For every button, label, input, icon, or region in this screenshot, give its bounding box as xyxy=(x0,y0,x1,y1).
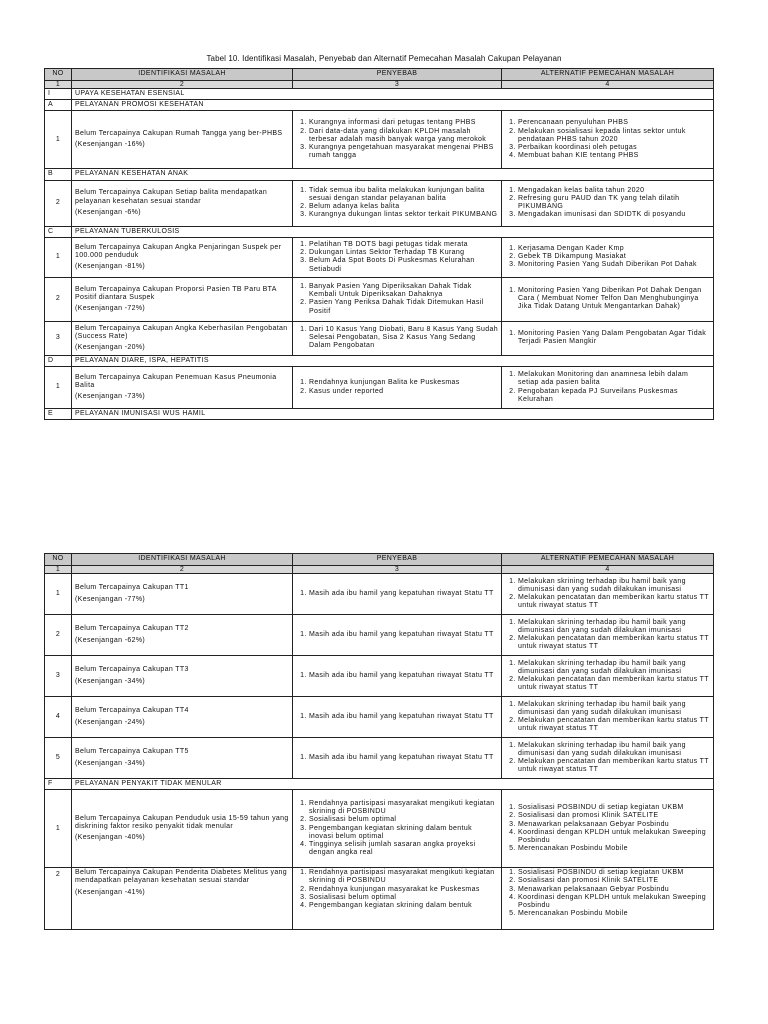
penyebab-cell xyxy=(293,697,502,738)
masalah-text: Belum Tercapainya Cakupan TT2 xyxy=(75,625,189,633)
section-no: F xyxy=(45,779,72,790)
problem-table-1 xyxy=(44,68,714,420)
penyebab-list xyxy=(296,869,498,910)
kesenjangan-text: (Kesenjangan -6%) xyxy=(75,208,141,216)
alternatif-cell xyxy=(502,180,714,226)
kesenjangan-text: (Kesenjangan -72%) xyxy=(75,304,146,312)
row-no: 1 xyxy=(45,790,72,868)
penyebab-cell xyxy=(293,615,502,656)
alternatif-item: 1. Melakukan Monitoring dan anamnesa lebih dalam setiap ada pasien balita xyxy=(518,371,710,387)
alternatif-item: 1. Mengadakan kelas balita tahun 2020 xyxy=(518,187,710,195)
colnum-4: 4 xyxy=(502,81,714,89)
alternatif-cell xyxy=(502,738,714,779)
penyebab-item: 1. Pelatihan TB DOTS bagi petugas tidak merata xyxy=(309,241,498,249)
table-row xyxy=(45,277,714,321)
row-no: 1 xyxy=(45,367,72,409)
penyebab-item: 2. Belum adanya kelas balita xyxy=(309,203,498,211)
masalah-cell xyxy=(72,697,293,738)
penyebab-cell xyxy=(293,574,502,615)
section-label: PELAYANAN IMUNISASI WUS HAMIL xyxy=(72,409,714,420)
header-penyebab: PENYEBAB xyxy=(293,69,502,81)
masalah-text: Belum Tercapainya Cakupan TT5 xyxy=(75,748,189,756)
alternatif-cell xyxy=(502,656,714,697)
table-row xyxy=(45,868,714,930)
table-row xyxy=(45,321,714,355)
penyebab-list xyxy=(296,241,498,274)
colnum-3: 3 xyxy=(293,566,502,574)
masalah-cell xyxy=(72,321,293,355)
alternatif-item: 2. Refresing guru PAUD dan TK yang telah dilatih PIKUMBANG xyxy=(518,195,710,211)
colnum-2: 2 xyxy=(72,566,293,574)
table-row xyxy=(45,111,714,169)
penyebab-cell xyxy=(293,321,502,355)
penyebab-cell xyxy=(293,277,502,321)
alternatif-item: 3. Menawarkan pelaksanaan Gebyar Posbindu xyxy=(518,886,710,894)
penyebab-item: 2. Dari data-data yang dilakukan KPLDH masalah terbesar adalah masih banyak warga yang merokok xyxy=(309,128,498,144)
penyebab-cell xyxy=(293,237,502,277)
alternatif-list xyxy=(505,371,710,404)
penyebab-item: 1. Dari 10 Kasus Yang Diobati, Baru 8 Kasus Yang Sudah Selesai Pengobatan, Sisa 2 Kasus Yang Sedang Dalam Pengobatan xyxy=(309,326,498,351)
alternatif-cell xyxy=(502,277,714,321)
masalah-text: Belum Tercapainya Cakupan Angka Keberhasilan Pengobatan (Success Rate) xyxy=(75,324,288,340)
alternatif-item: 2. Melakukan pencatatan dan memberikan kartu status TT untuk riwayat status TT xyxy=(518,594,710,610)
penyebab-cell xyxy=(293,790,502,868)
header-alternatif: ALTERNATIF PEMECAHAN MASALAH xyxy=(502,69,714,81)
penyebab-item: 1. Masih ada ibu hamil yang kepatuhan riwayat Statu TT xyxy=(309,754,498,762)
penyebab-list xyxy=(296,283,498,316)
colnum-3: 3 xyxy=(293,81,502,89)
section-row xyxy=(45,169,714,180)
kesenjangan-text: (Kesenjangan -34%) xyxy=(75,677,146,685)
alternatif-item: 1. Sosialisasi POSBINDU di setiap kegiatan UKBM xyxy=(518,804,710,812)
masalah-cell xyxy=(72,790,293,868)
penyebab-item: 1. Masih ada ibu hamil yang kepatuhan riwayat Statu TT xyxy=(309,713,498,721)
penyebab-item: 3. Kurangnya pengetahuan masyarakat mengenai PHBS rumah tangga xyxy=(309,144,498,160)
alternatif-list xyxy=(505,869,710,918)
penyebab-list xyxy=(296,713,498,721)
penyebab-list xyxy=(296,379,498,395)
section-label: PELAYANAN PENYAKIT TIDAK MENULAR xyxy=(72,779,714,790)
section-no: B xyxy=(45,169,72,180)
alternatif-cell xyxy=(502,367,714,409)
header-penyebab: PENYEBAB xyxy=(293,554,502,566)
masalah-cell xyxy=(72,615,293,656)
alternatif-list xyxy=(505,660,710,693)
alternatif-item: 1. Melakukan skrining terhadap ibu hamil baik yang dimunisasi dan yang sudah dilakukan imunisasi xyxy=(518,701,710,717)
penyebab-list xyxy=(296,590,498,598)
penyebab-list xyxy=(296,631,498,639)
table-row xyxy=(45,180,714,226)
section-no: D xyxy=(45,355,72,366)
penyebab-list xyxy=(296,187,498,220)
alternatif-list xyxy=(505,330,710,346)
penyebab-item: 1. Masih ada ibu hamil yang kepatuhan riwayat Statu TT xyxy=(309,590,498,598)
column-number-row xyxy=(45,566,714,574)
penyebab-item: 2. Sosialisasi belum optimal xyxy=(309,816,498,824)
alternatif-item: 1. Monitoring Pasien Yang Dalam Pengobatan Agar Tidak Terjadi Pasien Mangkir xyxy=(518,330,710,346)
table-row xyxy=(45,574,714,615)
alternatif-item: 3. Mengadakan imunisasi dan SDIDTK di posyandu xyxy=(518,211,710,219)
alternatif-cell xyxy=(502,237,714,277)
section-row xyxy=(45,779,714,790)
alternatif-item: 3. Menawarkan pelaksanaan Gebyar Posbindu xyxy=(518,821,710,829)
penyebab-item: 3. Kurangnya dukungan lintas sektor terkait PIKUMBANG xyxy=(309,211,498,219)
alternatif-list xyxy=(505,287,710,312)
masalah-text: Belum Tercapainya Cakupan Setiap balita mendapatkan pelayanan kesehatan sesuai standar xyxy=(75,189,268,205)
problem-table-2 xyxy=(44,553,714,930)
alternatif-cell xyxy=(502,574,714,615)
alternatif-item: 2. Gebek TB Dikampung Masiakat xyxy=(518,253,710,261)
penyebab-item: 1. Masih ada ibu hamil yang kepatuhan riwayat Statu TT xyxy=(309,672,498,680)
section-row xyxy=(45,226,714,237)
section-label: PELAYANAN TUBERKULOSIS xyxy=(72,226,714,237)
section-no: C xyxy=(45,226,72,237)
alternatif-item: 2. Melakukan pencatatan dan memberikan kartu status TT untuk riwayat status TT xyxy=(518,758,710,774)
masalah-cell xyxy=(72,237,293,277)
kesenjangan-text: (Kesenjangan -73%) xyxy=(75,393,146,401)
penyebab-cell xyxy=(293,738,502,779)
penyebab-item: 1. Kurangnya informasi dari petugas tentang PHBS xyxy=(309,119,498,127)
alternatif-item: 4. Koordinasi dengan KPLDH untuk melakukan Sweeping Posbindu xyxy=(518,829,710,845)
colnum-4: 4 xyxy=(502,566,714,574)
alternatif-item: 2. Sosialisasi dan promosi Klinik SATELITE xyxy=(518,877,710,885)
penyebab-item: 2. Dukungan Lintas Sektor Terhadap TB Kurang xyxy=(309,249,498,257)
masalah-text: Belum Tercapainya Cakupan TT1 xyxy=(75,584,189,592)
penyebab-item: 2. Pasien Yang Periksa Dahak Tidak Ditemukan Hasil Positif xyxy=(309,299,498,315)
header-row xyxy=(45,69,714,81)
alternatif-item: 2. Pengobatan kepada PJ Surveilans Puskesmas Kelurahan xyxy=(518,388,710,404)
penyebab-item: 1. Tidak semua ibu balita melakukan kunjungan balita sesuai dengan standar pelayanan balita xyxy=(309,187,498,203)
section-no: A xyxy=(45,100,72,111)
penyebab-list xyxy=(296,672,498,680)
alternatif-list xyxy=(505,245,710,270)
row-no: 5 xyxy=(45,738,72,779)
kesenjangan-text: (Kesenjangan -81%) xyxy=(75,262,146,270)
alternatif-item: 1. Melakukan skrining terhadap ibu hamil baik yang dimunisasi dan yang sudah dilakukan imunisasi xyxy=(518,619,710,635)
masalah-cell xyxy=(72,180,293,226)
alternatif-list xyxy=(505,187,710,220)
masalah-text: Belum Tercapainya Cakupan Rumah Tangga yang ber-PHBS xyxy=(75,130,283,138)
table-row xyxy=(45,367,714,409)
alternatif-item: 1. Melakukan skrining terhadap ibu hamil baik yang dimunisasi dan yang sudah dilakukan imunisasi xyxy=(518,578,710,594)
section-no: I xyxy=(45,89,72,100)
row-no: 4 xyxy=(45,697,72,738)
colnum-1: 1 xyxy=(45,81,72,89)
alternatif-item: 3. Monitoring Pasien Yang Sudah Diberikan Pot Dahak xyxy=(518,261,710,269)
alternatif-item: 1. Sosialisasi POSBINDU di setiap kegiatan UKBM xyxy=(518,869,710,877)
masalah-cell xyxy=(72,738,293,779)
alternatif-item: 1. Melakukan skrining terhadap ibu hamil baik yang dimunisasi dan yang sudah dilakukan imunisasi xyxy=(518,742,710,758)
masalah-text: Belum Tercapainya Cakupan Angka Penjaringan Suspek per 100.000 penduduk xyxy=(75,243,282,259)
alternatif-item: 2. Melakukan pencatatan dan memberikan kartu status TT untuk riwayat status TT xyxy=(518,676,710,692)
section-label: PELAYANAN DIARE, ISPA, HEPATITIS xyxy=(72,355,714,366)
table-row xyxy=(45,237,714,277)
penyebab-item: 1. Masih ada ibu hamil yang kepatuhan riwayat Statu TT xyxy=(309,631,498,639)
section-label: PELAYANAN KESEHATAN ANAK xyxy=(72,169,714,180)
section-label: UPAYA KESEHATAN ESENSIAL xyxy=(72,89,714,100)
penyebab-cell xyxy=(293,656,502,697)
masalah-text: Belum Tercapainya Cakupan TT4 xyxy=(75,707,189,715)
table-row xyxy=(45,615,714,656)
header-row xyxy=(45,554,714,566)
alternatif-item: 1. Kerjasama Dengan Kader Kmp xyxy=(518,245,710,253)
penyebab-item: 2. Kasus under reported xyxy=(309,388,498,396)
masalah-cell xyxy=(72,367,293,409)
alternatif-item: 4. Membuat bahan KIE tentang PHBS xyxy=(518,152,710,160)
header-identifikasi: IDENTIFIKASI MASALAH xyxy=(72,69,293,81)
alternatif-cell xyxy=(502,111,714,169)
row-no: 2 xyxy=(45,868,72,930)
penyebab-item: 3. Sosialisasi belum optimal xyxy=(309,894,498,902)
penyebab-list xyxy=(296,800,498,857)
header-alternatif: ALTERNATIF PEMECAHAN MASALAH xyxy=(502,554,714,566)
row-no: 3 xyxy=(45,321,72,355)
row-no: 1 xyxy=(45,111,72,169)
alternatif-cell xyxy=(502,697,714,738)
masalah-text: Belum Tercapainya Cakupan Proporsi Pasien TB Paru BTA Positif diantara Suspek xyxy=(75,285,277,301)
kesenjangan-text: (Kesenjangan -34%) xyxy=(75,759,146,767)
alternatif-cell xyxy=(502,868,714,930)
row-no: 2 xyxy=(45,615,72,656)
alternatif-cell xyxy=(502,790,714,868)
kesenjangan-text: (Kesenjangan -40%) xyxy=(75,834,146,842)
alternatif-item: 4. Koordinasi dengan KPLDH untuk melakukan Sweeping Posbindu xyxy=(518,894,710,910)
row-no: 2 xyxy=(45,180,72,226)
masalah-text: Belum Tercapainya Cakupan Penderita Diabetes Melitus yang mendapatkan pelayanan kesehatan sesuai standar xyxy=(75,869,288,885)
alternatif-list xyxy=(505,578,710,611)
row-no: 3 xyxy=(45,656,72,697)
penyebab-item: 4. Tingginya selisih jumlah sasaran angka proyeksi dengan angka real xyxy=(309,841,498,857)
masalah-text: Belum Tercapainya Cakupan TT3 xyxy=(75,666,189,674)
section-row xyxy=(45,409,714,420)
header-no: NO xyxy=(45,554,72,566)
penyebab-cell xyxy=(293,868,502,930)
alternatif-item: 2. Sosialisasi dan promosi Klinik SATELITE xyxy=(518,812,710,820)
masalah-cell xyxy=(72,656,293,697)
alternatif-item: 2. Melakukan pencatatan dan memberikan kartu status TT untuk riwayat status TT xyxy=(518,717,710,733)
penyebab-item: 3. Belum Ada Spot Boots Di Puskesmas Kelurahan Setiabudi xyxy=(309,257,498,273)
alternatif-item: 3. Perbaikan koordinasi oleh petugas xyxy=(518,144,710,152)
penyebab-list xyxy=(296,754,498,762)
alternatif-list xyxy=(505,619,710,652)
alternatif-item: 5. Merencanakan Posbindu Mobile xyxy=(518,845,710,853)
penyebab-item: 3. Pengembangan kegiatan skrining dalam bentuk inovasi belum optimal xyxy=(309,825,498,841)
penyebab-item: 4. Pengembangan kegiatan skrining dalam bentuk xyxy=(309,902,498,910)
alternatif-list xyxy=(505,804,710,853)
table-row xyxy=(45,656,714,697)
header-identifikasi: IDENTIFIKASI MASALAH xyxy=(72,554,293,566)
kesenjangan-text: (Kesenjangan -77%) xyxy=(75,595,146,603)
penyebab-item: 1. Banyak Pasien Yang Diperiksakan Dahak Tidak Kembali Untuk Diperiksakan Dahaknya xyxy=(309,283,498,299)
section-row xyxy=(45,355,714,366)
penyebab-item: 2. Rendahnya kunjungan masyarakat ke Puskesmas xyxy=(309,886,498,894)
masalah-cell xyxy=(72,277,293,321)
row-no: 2 xyxy=(45,277,72,321)
alternatif-item: 1. Perencanaan penyuluhan PHBS xyxy=(518,119,710,127)
masalah-text: Belum Tercapainya Cakupan Penduduk usia 15-59 tahun yang diskrining faktor resiko penyakit tidak menular xyxy=(75,814,289,831)
column-number-row xyxy=(45,81,714,89)
penyebab-list xyxy=(296,119,498,160)
penyebab-list xyxy=(296,326,498,351)
penyebab-item: 1. Rendahnya partisipasi masyarakat mengikuti kegiatan skrining di POSBINDU xyxy=(309,869,498,885)
row-no: 1 xyxy=(45,237,72,277)
penyebab-item: 1. Rendahnya kunjungan Balita ke Puskesmas xyxy=(309,379,498,387)
penyebab-cell xyxy=(293,111,502,169)
alternatif-cell xyxy=(502,321,714,355)
masalah-cell xyxy=(72,111,293,169)
alternatif-item: 2. Melakukan pencatatan dan memberikan kartu status TT untuk riwayat status TT xyxy=(518,635,710,651)
alternatif-item: 5. Merencanakan Posbindu Mobile xyxy=(518,910,710,918)
row-no: 1 xyxy=(45,574,72,615)
alternatif-list xyxy=(505,119,710,160)
table-row xyxy=(45,697,714,738)
masalah-cell xyxy=(72,574,293,615)
colnum-2: 2 xyxy=(72,81,293,89)
penyebab-item: 1. Rendahnya partisipasi masyarakat mengikuti kegiatan skrining di POSBINDU xyxy=(309,800,498,816)
alternatif-cell xyxy=(502,615,714,656)
kesenjangan-text: (Kesenjangan -62%) xyxy=(75,636,146,644)
table-row xyxy=(45,738,714,779)
penyebab-cell xyxy=(293,180,502,226)
kesenjangan-text: (Kesenjangan -41%) xyxy=(75,888,146,896)
alternatif-item: 1. Melakukan skrining terhadap ibu hamil baik yang dimunisasi dan yang sudah dilakukan imunisasi xyxy=(518,660,710,676)
kesenjangan-text: (Kesenjangan -24%) xyxy=(75,718,146,726)
section-row xyxy=(45,100,714,111)
kesenjangan-text: (Kesenjangan -20%) xyxy=(75,343,146,351)
alternatif-item: 2. Melakukan sosialisasi kepada lintas sektor untuk pendataan PHBS tahun 2020 xyxy=(518,128,710,144)
kesenjangan-text: (Kesenjangan -16%) xyxy=(75,141,146,149)
section-row xyxy=(45,89,714,100)
alternatif-list xyxy=(505,742,710,775)
penyebab-cell xyxy=(293,367,502,409)
header-no: NO xyxy=(45,69,72,81)
masalah-text: Belum Tercapainya Cakupan Penemuan Kasus Pneumonia Balita xyxy=(75,373,277,389)
alternatif-list xyxy=(505,701,710,734)
table-row xyxy=(45,790,714,868)
colnum-1: 1 xyxy=(45,566,72,574)
table-caption: Tabel 10. Identifikasi Masalah, Penyebab dan Alternatif Pemecahan Masalah Cakupan Pelayanan xyxy=(206,54,562,63)
section-no: E xyxy=(45,409,72,420)
masalah-cell xyxy=(72,868,293,930)
alternatif-item: 1. Monitoring Pasien Yang Diberikan Pot Dahak Dengan Cara ( Membuat Nomer Telfon Dan Menghubunginya Jika Tidak Datang Untuk Mengantarkan Dahak) xyxy=(518,287,710,312)
section-label: PELAYANAN PROMOSI KESEHATAN xyxy=(72,100,714,111)
